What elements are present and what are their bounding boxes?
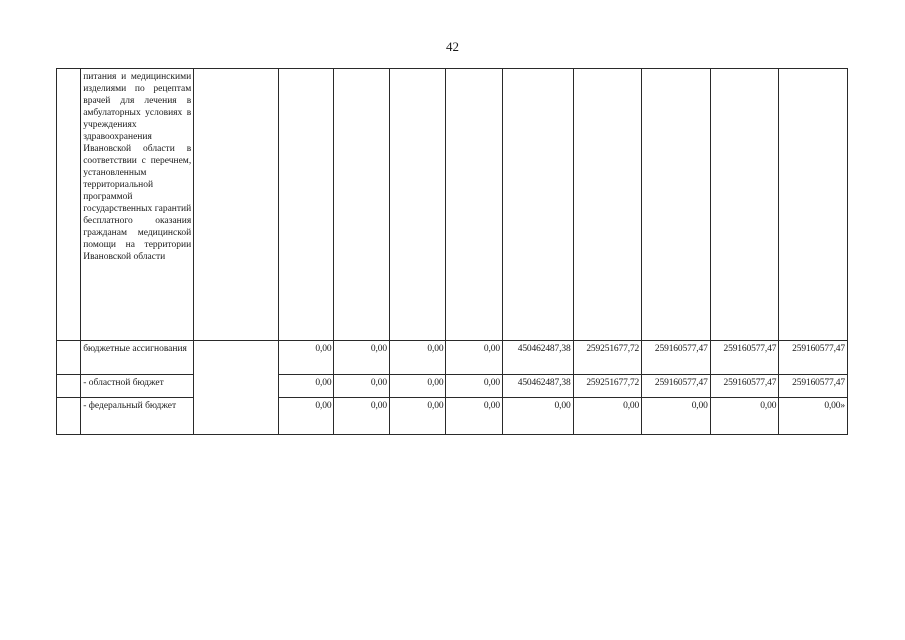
value-cell: 259160577,47 [642, 341, 711, 375]
value-cell [779, 69, 848, 341]
value-cell: 259160577,47 [642, 375, 711, 398]
table-row-budget-allocations [57, 341, 848, 375]
value-cell: 0,00 [278, 341, 333, 375]
value-cell: 0,00 [389, 375, 446, 398]
value-cell [278, 69, 333, 341]
budget-table [56, 68, 848, 435]
row-label: бюджетные ассигнования [81, 341, 194, 375]
value-cell: 450462487,38 [502, 375, 573, 398]
value-cell: 0,00 [502, 398, 573, 435]
value-cell [573, 69, 642, 341]
page-number: 42 [446, 39, 459, 54]
value-cell: 0,00 [710, 398, 779, 435]
value-cell [642, 69, 711, 341]
value-cell: 259160577,47 [779, 375, 848, 398]
row-number-cell [57, 69, 81, 341]
value-cell: 0,00 [334, 398, 389, 435]
value-cell: 0,00 [278, 375, 333, 398]
value-cell [334, 69, 389, 341]
value-cell: 0,00 [389, 398, 446, 435]
row-number-cell [57, 398, 81, 435]
value-cell: 259251677,72 [573, 341, 642, 375]
value-cell: 0,00 [446, 341, 503, 375]
program-description: питания и медицинскими изделиями по рецептам врачей для лечения в амбулаторных условиях в учреждениях здравоохранения Ивановской области в соответствии с перечнем, установленным территориальной программой государственных гарантий бесплатного оказания гражданам медицинской помощи на территории Ивановской области [83, 72, 192, 262]
value-cell [446, 69, 503, 341]
value-cell [710, 69, 779, 341]
value-cell: 0,00 [389, 341, 446, 375]
table-row-federal-budget [57, 398, 848, 435]
value-cell: 0,00 [278, 398, 333, 435]
table-row-regional-budget [57, 375, 848, 398]
program-description-cell [81, 69, 194, 341]
value-cell: 259251677,72 [573, 375, 642, 398]
value-cell: 259160577,47 [710, 375, 779, 398]
value-cell: 0,00 [446, 375, 503, 398]
table-row-description [57, 69, 848, 341]
value-cell [502, 69, 573, 341]
value-cell: 0,00 [334, 375, 389, 398]
value-cell: 259160577,47 [710, 341, 779, 375]
value-cell: 450462487,38 [502, 341, 573, 375]
value-cell: 0,00 [573, 398, 642, 435]
value-cell [389, 69, 446, 341]
value-cell: 0,00 [446, 398, 503, 435]
executor-cell [194, 341, 279, 435]
value-cell: 259160577,47 [779, 341, 848, 375]
row-label: - областной бюджет [81, 375, 194, 398]
value-cell: 0,00 [642, 398, 711, 435]
row-label: - федеральный бюджет [81, 398, 194, 435]
row-number-cell [57, 375, 81, 398]
value-cell: 0,00 [334, 341, 389, 375]
row-number-cell [57, 341, 81, 375]
value-cell: 0,00» [779, 398, 848, 435]
executor-cell [194, 69, 279, 341]
